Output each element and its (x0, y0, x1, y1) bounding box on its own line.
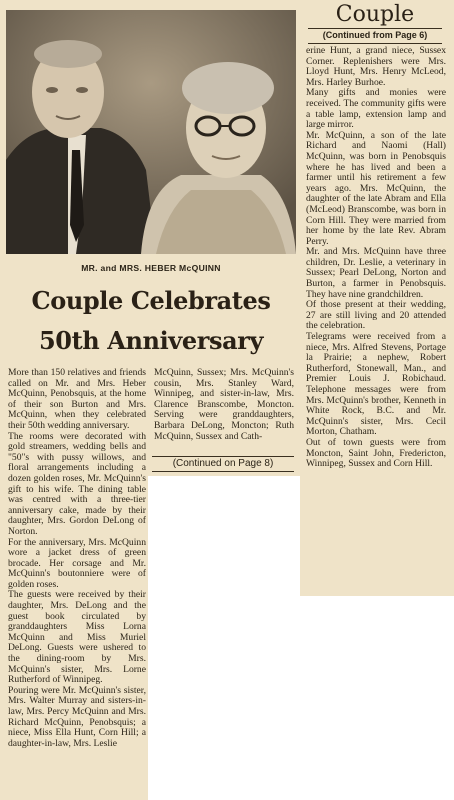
headline-line1: Couple Celebrates (31, 286, 271, 315)
continuation-rule-bottom (308, 43, 442, 44)
continued-from-label: (Continued from Page 6) (322, 30, 428, 40)
couple-photo (6, 10, 296, 254)
continuation-rule-top (308, 28, 442, 29)
photo-caption: MR. and MRS. HEBER McQUINN (81, 263, 221, 273)
continued-on-label: (Continued on Page 8) (152, 456, 294, 472)
article-column-1: More than 150 relatives and friends called on Mr. and Mrs. Heber McQuinn, Penobsquis, at the home of their son Burton and Mrs. McQuinn, when they celebrated their 50th wedding anniversary. The rooms were decorated with gold streamers, wedding bells and "50"s with pussy willows, and floral arrangements including a dozen golden roses, Mr. McQuinn's gift to his wife. The dining table was centred with a three-tier anniversary cake, made by their daughter, Mrs. Gordon DeLong of Norton. For the anniversary, Mrs. McQuinn wore a jacket dress of green brocade. Her corsage and Mr. McQuinn's boutonniere were of golden roses. The guests were received by their daughter, Mrs. DeLong and the guest book circulated by granddaughters Miss Lorna McQuinn and Miss Muriel DeLong. Guests were ushered to the dining-room by Mrs. McQuinn's sister, Mrs. Lorne Rutherford of Winnipeg. Pouring were Mr. McQuinn's sister, Mrs. Walter Murray and sisters-in-law, Mrs. Percy McQuinn and Mrs. Richard McQuinn, Penobsquis; a niece, Miss Ella Hunt, Corn Hill; a daughter-in-law, Mrs. Leslie (8, 368, 146, 749)
continuation-title: Couple (335, 2, 415, 27)
continuation-text: erine Hunt, a grand niece, Sussex Corner. Replenishers were Mrs. Lloyd Hunt, Mrs. Henry McLeod, Mrs. Harley Burhoe. Many gifts and monies were received. The community gifts were a table lamp, extension lamp and large mirror. Mr. McQuinn, a son of the late Richard and Naomi (Hall) McQuinn, was born in Penobsquis where he has lived and been a farmer until his retirement a few years ago. Mrs. McQuinn, the daughter of the late Abram and Ella (McLeod) Branscombe, was born in Corn Hill. They were married from her home by the late Rev. Abram Perry. Mr. and Mrs. McQuinn have three children, Dr. Leslie, a veterinary in Sussex; Pearl DeLong, Norton and Burton, a farmer in Penobsquis. They have nine grandchildren. Of those present at their wedding, 27 are still living and 20 attended the celebration. Telegrams were received from a niece, Mrs. Alfred Stevens, Portage la Prairie; a nephew, Robert Rutherford, Stonewall, Man., and Premier Louis J. Robichaud. Telephone messages were from Mrs. McQuinn's brother, Kenneth in White Rock, B.C. and Mr. McQuinn's sister, Mrs. Cecil Morton, Chatham. Out of town guests were from Moncton, Saint John, Fredericton, Winnipeg, Sussex and Corn Hill. (306, 46, 446, 470)
couple-photo-image (6, 10, 296, 254)
blank-area (148, 476, 300, 800)
headline-line2: 50th Anniversary (38, 326, 264, 355)
article-column-2: McQuinn, Sussex; Mrs. McQuinn's cousin, Mrs. Stanley Ward, Winnipeg, and sister-in-law, Mrs. Clarence Branscombe, Moncton. Serving were granddaughters, Barbara DeLong, Moncton; Ruth McQuinn, Sussex and Cath- (154, 368, 294, 442)
